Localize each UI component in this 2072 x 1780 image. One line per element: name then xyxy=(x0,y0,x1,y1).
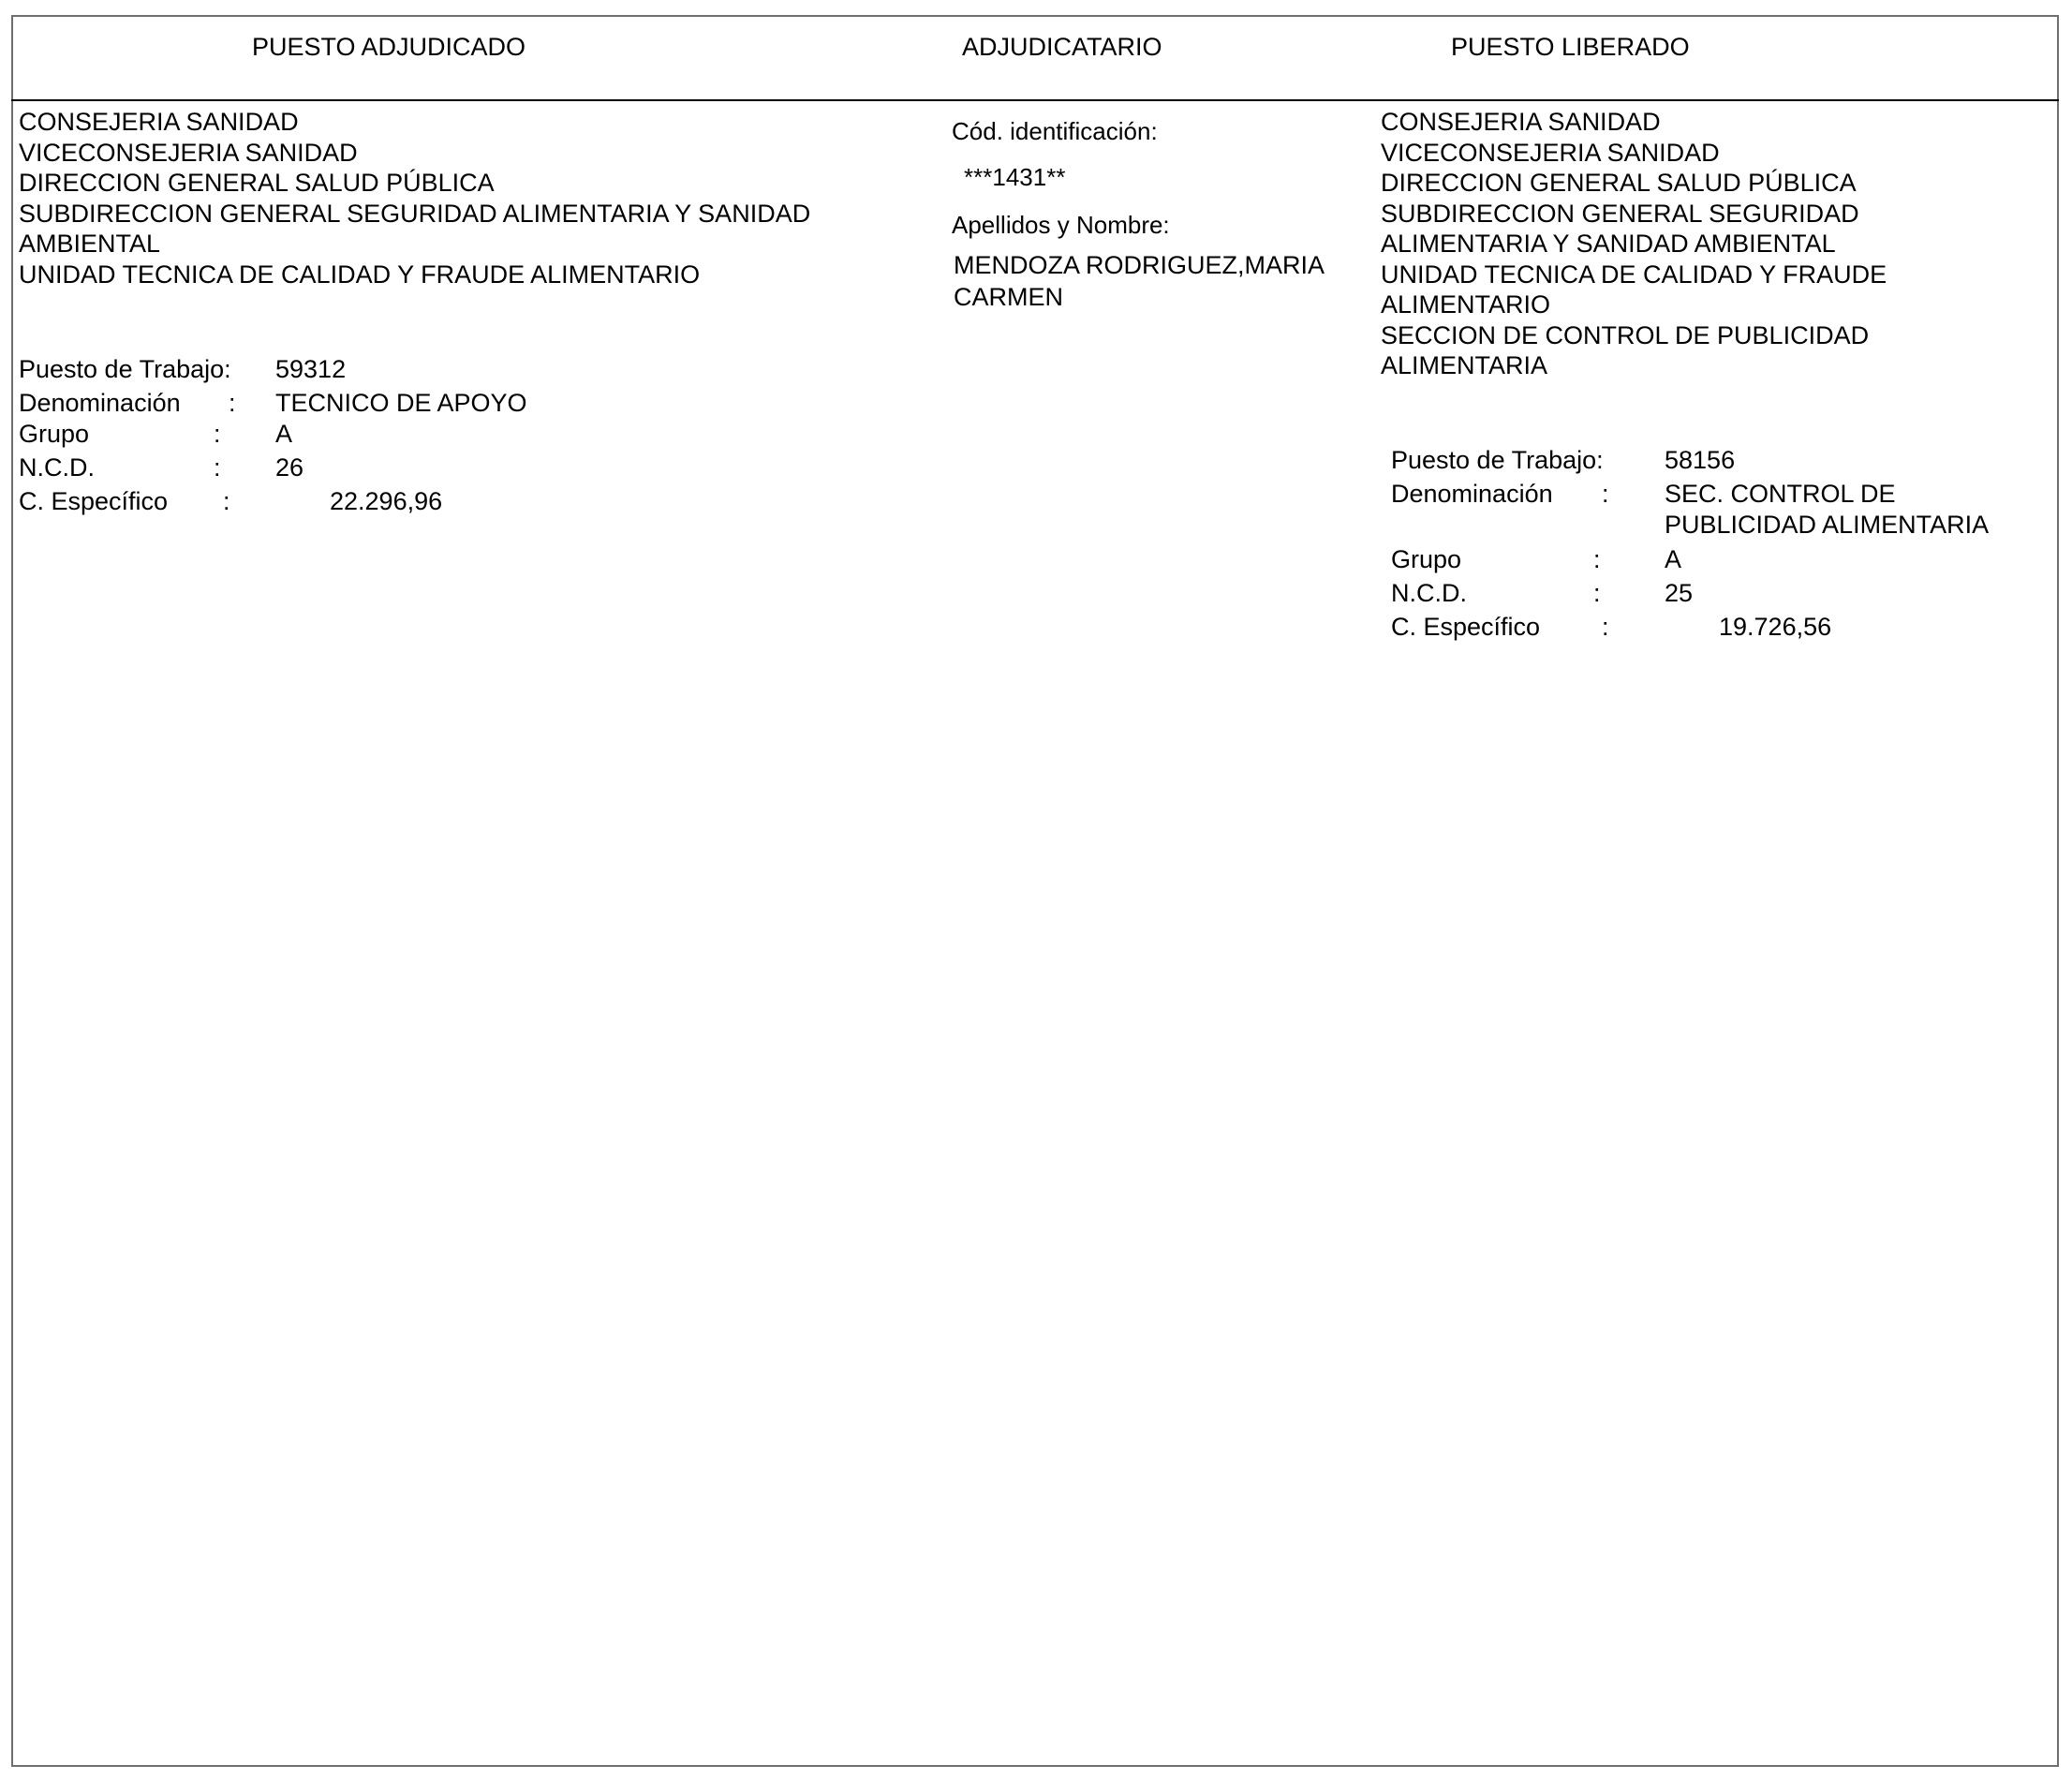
field-value: 26 xyxy=(275,453,304,482)
field-label: N.C.D. xyxy=(19,453,95,482)
field-especifico xyxy=(1391,612,2047,642)
field-label: N.C.D. xyxy=(1391,579,1467,607)
header-puesto-adjudicado: PUESTO ADJUDICADO xyxy=(252,33,526,61)
field-value-line: SEC. CONTROL DE xyxy=(1665,480,1896,508)
field-denominacion xyxy=(1391,479,2047,544)
field-value: 25 xyxy=(1665,579,1694,607)
field-label: C. Específico xyxy=(19,487,169,515)
adjudicatario-nombre xyxy=(954,249,1325,313)
liberado-fields xyxy=(1391,445,2047,642)
field-colon: : xyxy=(1602,613,1609,641)
field-colon: : xyxy=(1602,480,1609,508)
field-colon: : xyxy=(1593,545,1601,573)
field-colon: : xyxy=(214,420,221,448)
field-colon: : xyxy=(214,453,221,482)
org-line: ALIMENTARIO xyxy=(1381,290,1551,319)
org-line: UNIDAD TECNICA DE CALIDAD Y FRAUDE ALIMENTARIO xyxy=(19,260,701,289)
org-line: ALIMENTARIA Y SANIDAD AMBIENTAL xyxy=(1381,230,1836,258)
field-denominacion xyxy=(19,388,581,419)
field-grupo xyxy=(19,419,581,452)
org-line: CONSEJERIA SANIDAD xyxy=(19,108,299,136)
field-colon: : xyxy=(223,487,230,515)
field-value: A xyxy=(275,420,293,448)
header-puesto-liberado: PUESTO LIBERADO xyxy=(1451,33,1690,61)
nombre-line: MENDOZA RODRIGUEZ,MARIA xyxy=(954,251,1325,279)
adjudicado-fields xyxy=(19,354,581,516)
org-line: SUBDIRECCION GENERAL SEGURIDAD ALIMENTARIA Y SANIDAD xyxy=(19,199,811,228)
field-label: Denominación xyxy=(19,389,181,417)
field-label: C. Específico xyxy=(1391,613,1541,641)
field-value: A xyxy=(1665,545,1682,573)
field-value: 59312 xyxy=(275,355,347,383)
adjudicado-organization xyxy=(19,107,810,289)
field-especifico xyxy=(19,486,581,516)
apellidos-nombre-label: Apellidos y Nombre: xyxy=(952,211,1170,239)
field-label: Denominación xyxy=(1391,480,1553,508)
header-divider xyxy=(11,99,2059,101)
org-line: SECCION DE CONTROL DE PUBLICIDAD xyxy=(1381,320,1870,349)
field-label: Puesto de Trabajo: xyxy=(1391,446,1604,474)
org-line: AMBIENTAL xyxy=(19,230,161,258)
cod-identificacion-label: Cód. identificación: xyxy=(952,117,1158,145)
field-colon: : xyxy=(1593,579,1601,607)
header-adjudicatario: ADJUDICATARIO xyxy=(962,33,1162,61)
org-line: CONSEJERIA SANIDAD xyxy=(1381,108,1661,136)
org-line: SUBDIRECCION GENERAL SEGURIDAD xyxy=(1381,199,1859,228)
field-value: 22.296,96 xyxy=(330,487,443,515)
org-line: DIRECCION GENERAL SALUD PÚBLICA xyxy=(19,169,495,197)
field-value-line: PUBLICIDAD ALIMENTARIA xyxy=(1665,511,1990,539)
field-puesto xyxy=(19,354,581,388)
field-value: 58156 xyxy=(1665,446,1736,474)
field-grupo xyxy=(1391,544,2047,578)
field-label: Grupo xyxy=(1391,545,1462,573)
liberado-organization xyxy=(1381,107,1887,381)
org-line: VICECONSEJERIA SANIDAD xyxy=(19,138,358,167)
field-ncd xyxy=(1391,578,2047,612)
field-label: Grupo xyxy=(19,420,90,448)
org-line: UNIDAD TECNICA DE CALIDAD Y FRAUDE xyxy=(1381,260,1887,289)
field-puesto xyxy=(1391,445,2047,479)
org-line: DIRECCION GENERAL SALUD PÚBLICA xyxy=(1381,169,1857,197)
field-ncd xyxy=(19,452,581,486)
org-line: VICECONSEJERIA SANIDAD xyxy=(1381,138,1720,167)
cod-identificacion-value: ***1431** xyxy=(964,163,1066,191)
field-value: TECNICO DE APOYO xyxy=(275,389,527,417)
field-value: 19.726,56 xyxy=(1719,613,1832,641)
nombre-line: CARMEN xyxy=(954,283,1064,311)
field-colon: : xyxy=(229,389,236,417)
field-label: Puesto de Trabajo: xyxy=(19,355,231,383)
org-line: ALIMENTARIA xyxy=(1381,351,1548,379)
